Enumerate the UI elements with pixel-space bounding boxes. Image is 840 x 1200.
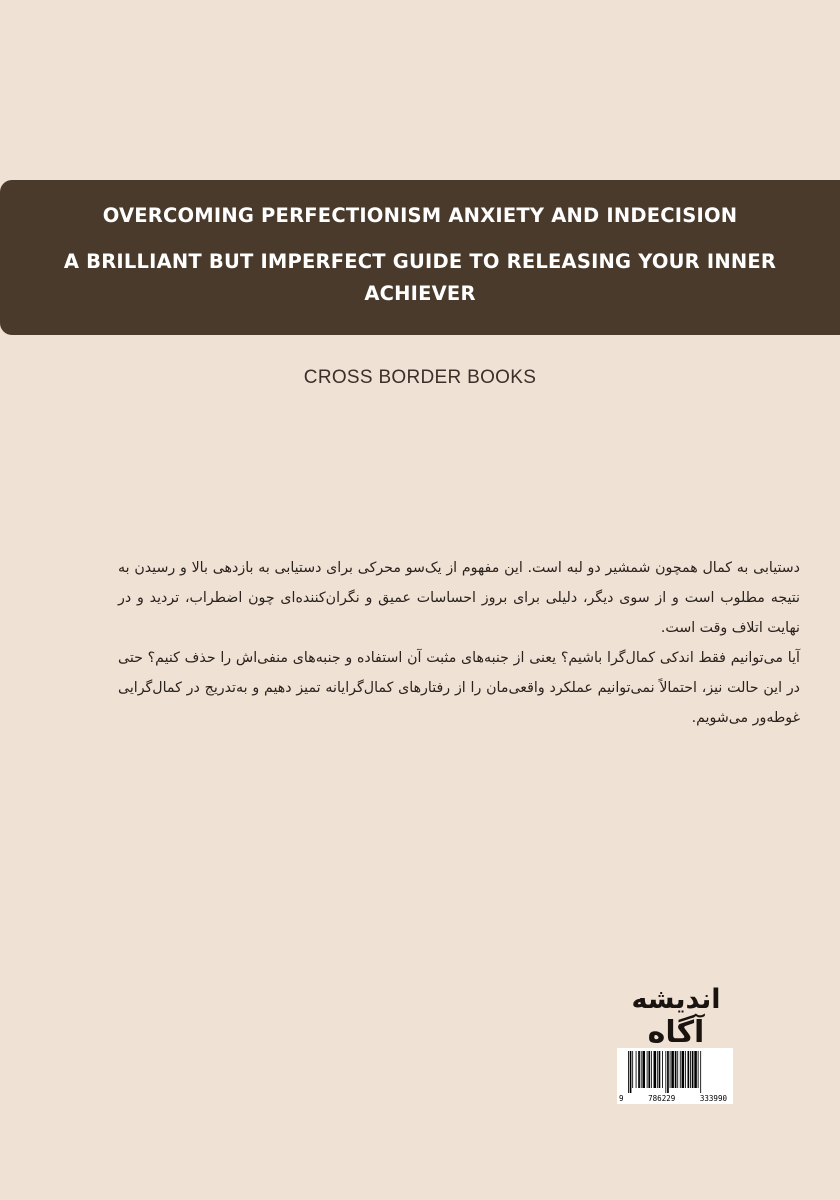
barcode-bar [657, 1051, 658, 1088]
barcode-bar [671, 1051, 674, 1088]
publisher-logo-line2: آگاه [647, 1015, 705, 1048]
barcode-bar [641, 1051, 642, 1088]
barcode-bar [662, 1051, 663, 1088]
barcode-bar [632, 1051, 633, 1088]
isbn-digit-group-2: 786229 [648, 1094, 676, 1103]
publisher-name-en: CROSS BORDER BOOKS [303, 367, 537, 388]
publisher-logo-line1: اندیشه [631, 984, 721, 1015]
barcode-bar [698, 1051, 699, 1088]
barcode-bar [690, 1051, 691, 1088]
barcode-bar [636, 1051, 637, 1088]
barcode-bar [688, 1051, 690, 1088]
book-title-en: OVERCOMING PERFECTIONISM ANXIETY AND INDECISION [102, 204, 738, 227]
publisher-logo-icon [618, 980, 734, 1048]
back-cover-blurb [118, 553, 800, 733]
barcode-bar [665, 1051, 666, 1093]
isbn-digit-group-3: 333990 [699, 1094, 727, 1103]
barcode-bar [680, 1051, 681, 1088]
blurb-paragraph-2: آیا می‌توانیم فقط اندکی کمال‌گرا باشیم؟ یعنی از جنبه‌های مثبت آن استفاده و جنبه‌های منفی‌اش را حذف کنیم؟ حتی در این حالت نیز، احتمالاً نمی‌توانیم عملکرد واقعی‌مان را از رفتارهای کمال‌گرایانه تمیز دهیم و به‌تدریج در کمال‌گرایی غوطه‌ور می‌شویم. [118, 650, 800, 726]
barcode-bar [694, 1051, 697, 1088]
barcode-bar [638, 1051, 640, 1088]
barcode-bar [659, 1051, 661, 1088]
barcode-bar [692, 1051, 694, 1088]
barcode-bar [628, 1051, 629, 1093]
barcode-bar [667, 1051, 669, 1093]
barcode-bar [700, 1051, 701, 1093]
title-band [0, 180, 840, 335]
barcode-bar [630, 1051, 632, 1093]
blurb-paragraph-1: دستیابی به کمال همچون شمشیر دو لبه است. این مفهوم از یک‌سو محرکی برای دستیابی به بازدهی بالا و رسیدن به نتیجه مطلوب است و از سوی دیگر، دلیلی برای بروز احساسات عمیق و نگران‌کننده‌ای چون اضطراب، تردید و در نهایت اتلاف وقت است. [118, 560, 800, 636]
isbn-barcode [617, 1048, 733, 1104]
barcode-icon [626, 1051, 730, 1093]
barcode-bar [647, 1051, 648, 1088]
barcode-bar [654, 1051, 657, 1088]
barcode-bar [651, 1051, 652, 1088]
barcode-bar [685, 1051, 686, 1088]
barcode-bar [670, 1051, 671, 1088]
isbn-digit-group-1: 9 [619, 1094, 624, 1103]
barcode-bar [677, 1051, 678, 1088]
barcode-bar [682, 1051, 685, 1088]
barcode-bar [675, 1051, 677, 1088]
barcode-bar [648, 1051, 650, 1088]
isbn-digits [617, 1094, 733, 1103]
barcode-bar [642, 1051, 645, 1088]
book-subtitle-en: A BRILLIANT BUT IMPERFECT GUIDE TO RELEASING YOUR INNER ACHIEVER [63, 250, 777, 305]
